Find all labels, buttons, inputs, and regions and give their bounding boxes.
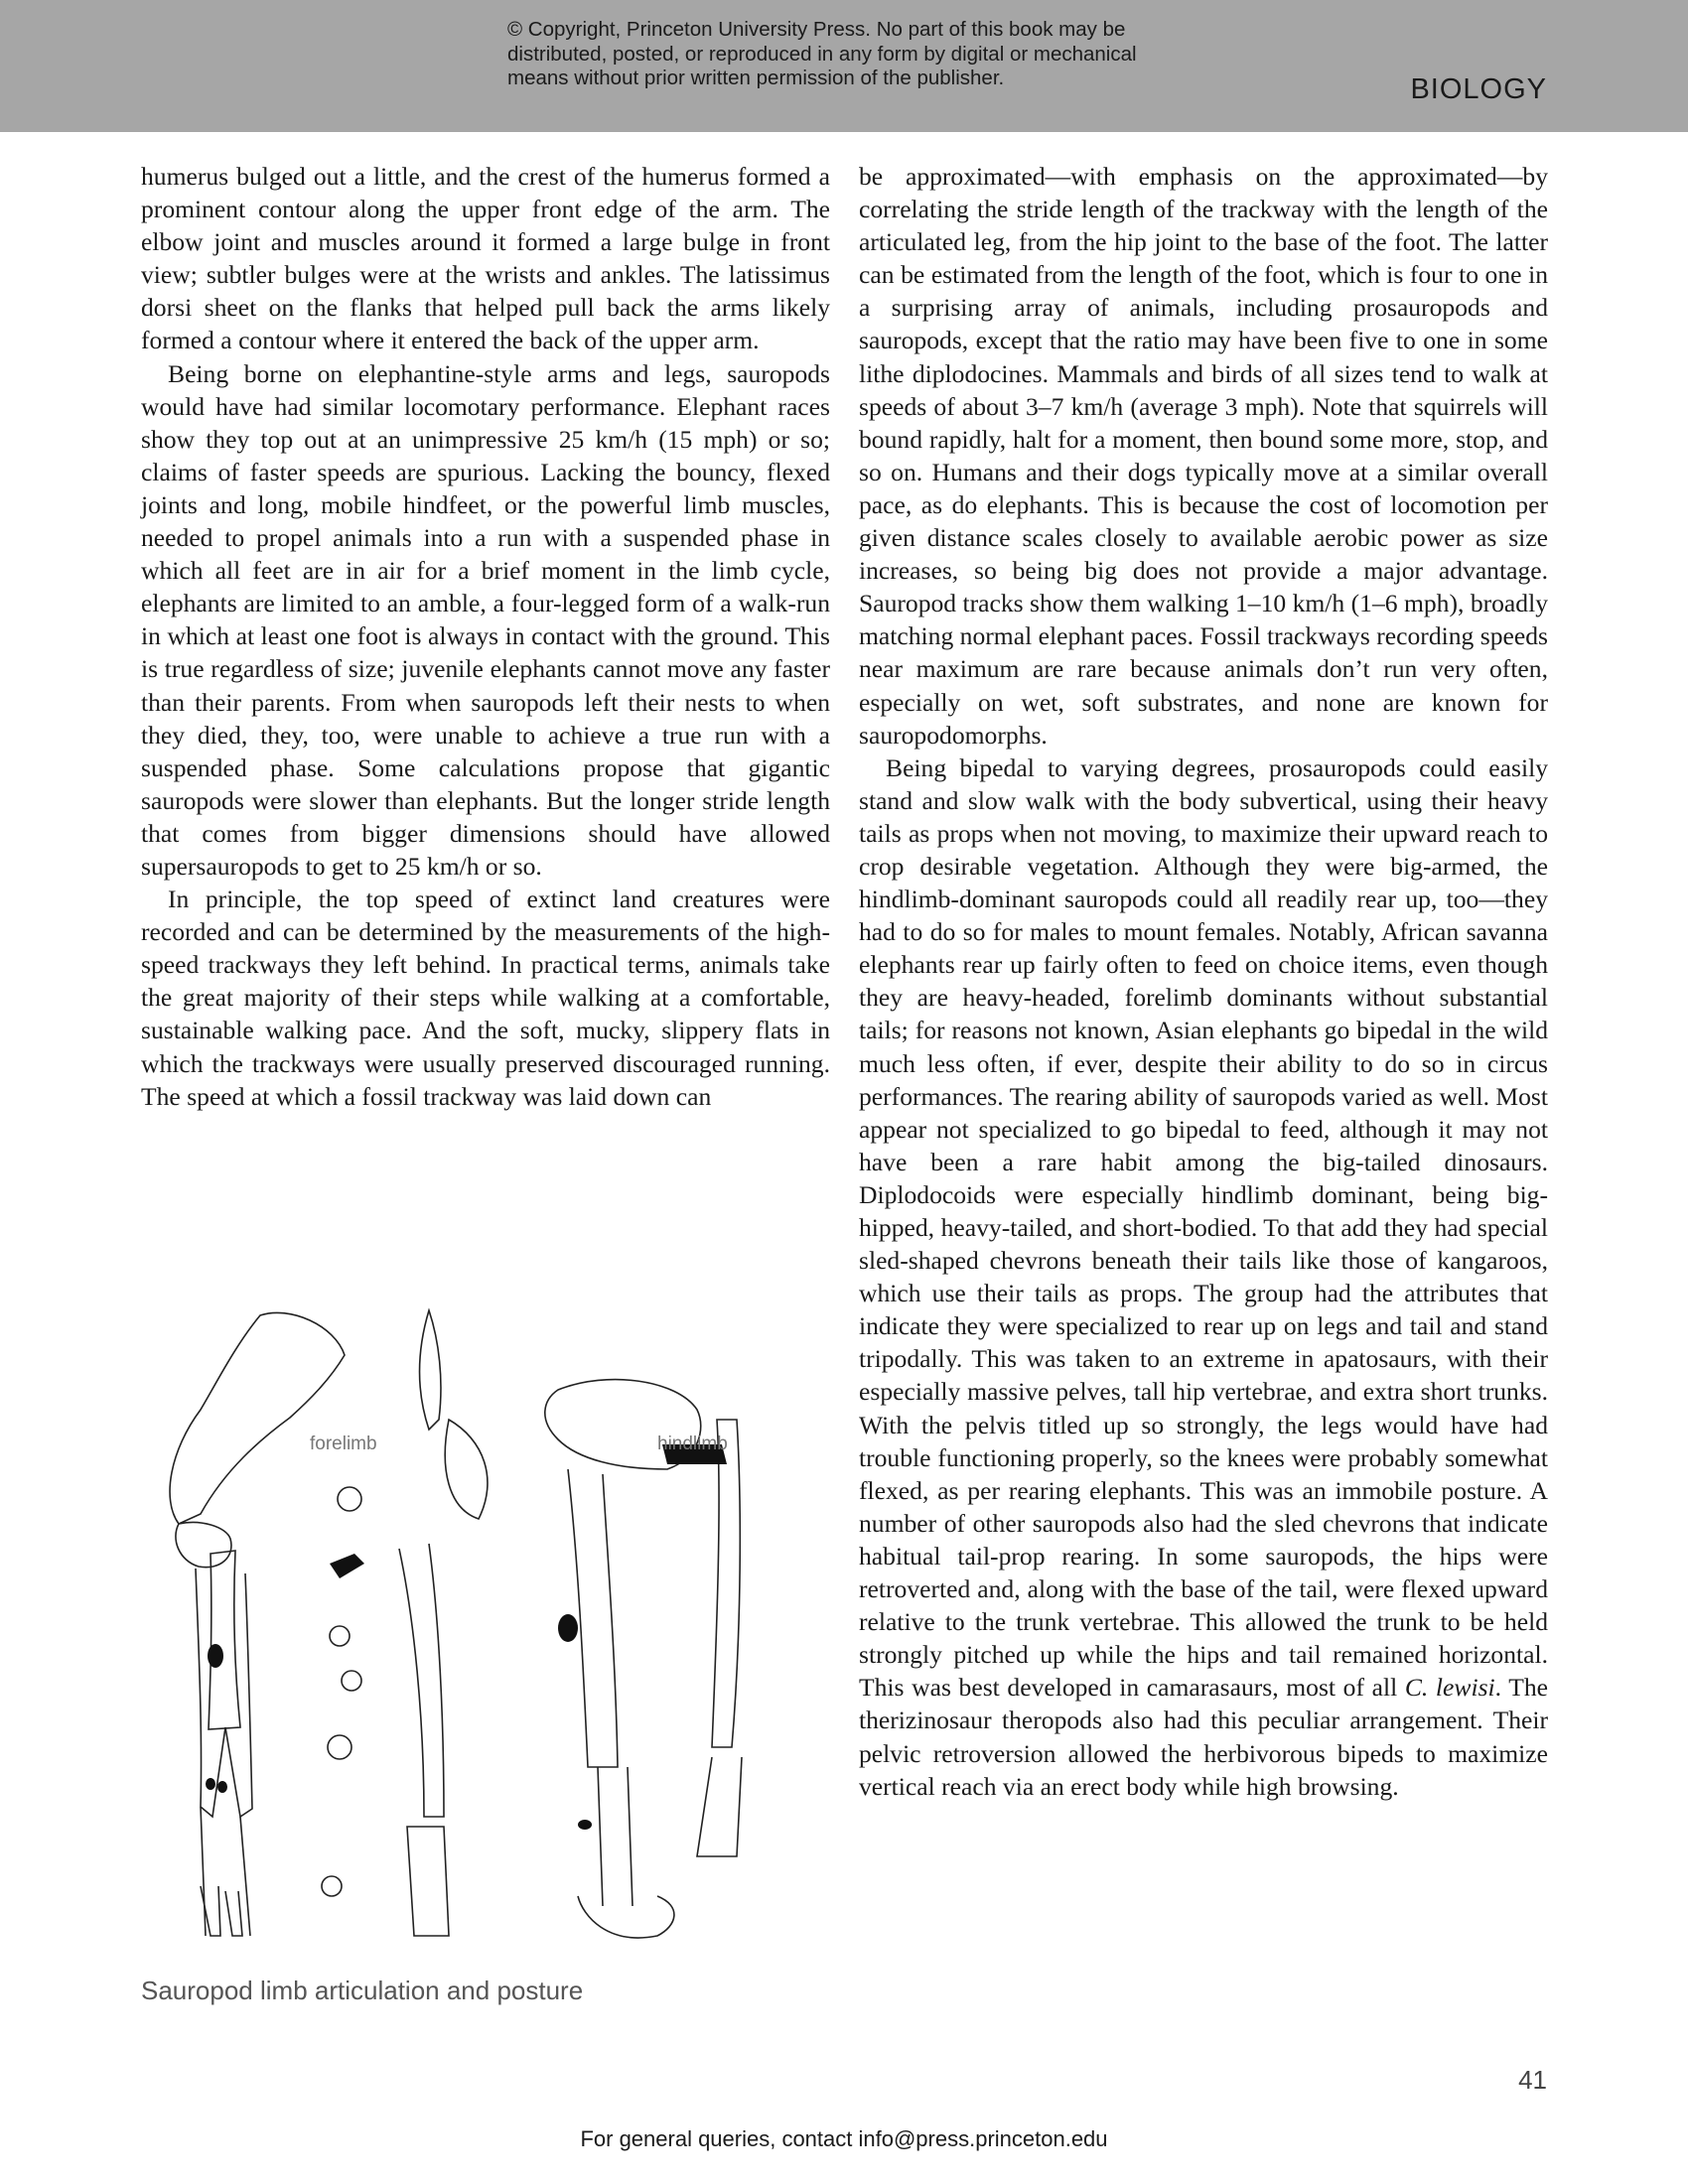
hindlimb-side-bone	[712, 1420, 740, 1747]
limb-figure	[141, 1300, 757, 1946]
section-title: BIOLOGY	[1410, 73, 1547, 105]
copyright-line: © Copyright, Princeton University Press. No part of this book may be	[507, 18, 1126, 41]
forefoot	[201, 1886, 242, 1936]
muscle-attachment-mark	[578, 1820, 592, 1830]
scapula-outline	[170, 1312, 345, 1524]
forelimb-column	[196, 1569, 252, 1817]
tibia-outline	[598, 1767, 633, 1906]
ilium-outline	[445, 1420, 488, 1519]
figure-caption: Sauropod limb articulation and posture	[141, 1976, 584, 2005]
tail-base-outline	[420, 1310, 441, 1430]
copyright-notice	[507, 18, 1222, 91]
paragraph-text: Being bipedal to varying degrees, prosauropods could easily stand and slow walk with the body subvertical, using their heavy tails as props when not moving, to maximize their upward reach to crop desirable vegetation. Although they were big-armed, the hindlimb-dominant sauropods could all readily rear up, too—they had to do so for males to mount females. Notably, African savanna elephants rear up fairly often to feed on choice items, even though they are heavy-headed, forelimb dominants without substantial tails; for reasons not known, Asian elephants go bipedal in the wild much less often, if ever, despite their ability to do so in circus performances. The rearing ability of sauropods varied as well. Most appear not specialized to go bipedal to feed, although it may not have been a rare habit among the big-tailed dinosaurs. Diplodocoids were especially hindlimb dominant, being big-hipped, heavy-tailed, and short-bodied. To that add they had special sled-shaped chevrons beneath their tails like those of kangaroos, which use their tails as props. The group had the attributes that indicate they were specialized to rear up on legs and tail and stand tripodally. This was taken to an extreme in apatosaurs, with their especially massive pelves, tall hip vertebrae, and extra short trunks. With the pelvis titled up so strongly, the legs would have had trouble functioning properly, so the knees were probably somewhat flexed, as per rearing elephants. This was an immobile posture. A number of other sauropods also had the sled chevrons that indicate habitual tail-prop rearing. In some sauropods, the hips were retroverted and, along with the base of the tail, were flexed upward relative to the trunk vertebrae. This allowed the trunk to be held strongly pitched up while the hips and tail remained horizontal. This was best developed in camarasaurs, most of all	[859, 752, 1548, 1703]
muscle-attachment-mark	[206, 1778, 215, 1790]
ankle-joint	[328, 1735, 352, 1759]
copyright-header	[0, 0, 1688, 132]
hindlimb-label: hindlimb	[657, 1433, 728, 1454]
humerus-outline	[209, 1551, 240, 1729]
wrist-joint	[330, 1626, 350, 1646]
ulna-outline	[201, 1807, 250, 1936]
hindfoot	[578, 1896, 674, 1938]
right-column	[859, 160, 1548, 1803]
coracoid-outline	[176, 1522, 231, 1567]
species-name: C. lewisi	[1404, 1673, 1495, 1703]
page-number: 41	[1518, 2065, 1547, 2095]
hindlimb-side-foot	[697, 1757, 742, 1856]
muscle-attachment-mark	[330, 1554, 364, 1578]
copyright-line: means without prior written permission of the publisher.	[507, 67, 1005, 89]
muscle-attachment-mark	[208, 1644, 223, 1668]
copyright-line: distributed, posted, or reproduced in any form by digital or mechanical	[507, 42, 1137, 66]
paragraph	[859, 751, 1548, 1803]
paragraph: be approximated—with emphasis on the approximated—by correlating the stride length of the trackway with the length of the articulated leg, from the hip joint to the base of the foot. The latter can be estimated from the length of the foot, which is four to one in a surprising array of animals, including prosauropods and sauropods, except that the ratio may have been five to one in some lithe diplodocines. Mammals and birds of all sizes tend to walk at speeds of about 3–7 km/h (average 3 mph). Note that squirrels will bound rapidly, halt for a moment, then bound some more, stop, and so on. Humans and their dogs typically move at a similar overall pace, as do elephants. This is because the cost of locomotion per given distance scales closely to available aerobic power as size increases, so being big does not provide a major advantage. Sauropod tracks show them walking 1–10 km/h (1–6 mph), broadly matching normal elephant paces. Fossil trackways recording speeds near maximum are rare because animals don’t run very often, especially on wet, soft substrates, and none are known for sauropodomorphs.	[859, 162, 1548, 750]
carpal-joint	[342, 1671, 361, 1691]
muscle-attachment-mark	[217, 1781, 227, 1793]
footer-contact: For general queries, contact info@press.princeton.edu	[580, 2126, 1108, 2151]
femur-outline	[568, 1469, 618, 1767]
paragraph: In principle, the top speed of extinct land creatures were recorded and can be determined by the measurements of the high-speed trackways they left behind. In practical terms, animals take the great majority of their steps while walking at a comfortable, sustainable walking pace. And the soft, mucky, slippery flats in which the trackways were usually preserved discouraged running. The speed at which a fossil trackway was laid down can	[141, 885, 830, 1111]
muscle-attachment-mark	[558, 1614, 578, 1642]
paragraph: humerus bulged out a little, and the crest of the humerus formed a prominent contour along the upper front edge of the arm. The elbow joint and muscles around it formed a large bulge in front view; subtler bulges were at the wrists and ankles. The latissimus dorsi sheet on the flanks that helped pull back the arms likely formed a contour where it entered the back of the upper arm.	[141, 162, 830, 355]
toe-joint	[322, 1876, 342, 1896]
paragraph: Being borne on elephantine-style arms and legs, sauropods would have had similar locomotary performance. Elephant races show they top out at an unimpressive 25 km/h (15 mph) or so; claims of faster speeds are spurious. Lacking the bouncy, flexed joints and long, mobile hindfeet, or the powerful limb muscles, needed to propel animals into a run with a suspended phase in which all feet are in air for a brief moment in the limb cycle, elephants are limited to an amble, a four-legged form of a walk-run in which at least one foot is always in contact with the ground. This is true regardless of size; juvenile elephants cannot move any faster than their parents. From when sauropods left their nests to when they died, they, too, were unable to achieve a true run with a suspended phase. Some calculations propose that gigantic sauropods were slower than elephants. But the longer stride length that comes from bigger dimensions should have allowed supersauropods to get to 25 km/h or so.	[141, 358, 830, 881]
paragraph-text: . The therizinosaur theropods also had this peculiar arrangement. Their pelvic retroversion allowed the herbivorous bipeds to maximize vertical reach via an erect body while high browsing.	[859, 1673, 1549, 1801]
elbow-joint	[338, 1487, 361, 1511]
forelimb-label: forelimb	[310, 1433, 377, 1454]
forelimb-side-foot	[407, 1827, 449, 1936]
sauropod-limb-illustration	[141, 1300, 757, 1946]
forelimb-side-radius	[399, 1544, 444, 1817]
left-column	[141, 160, 830, 1113]
